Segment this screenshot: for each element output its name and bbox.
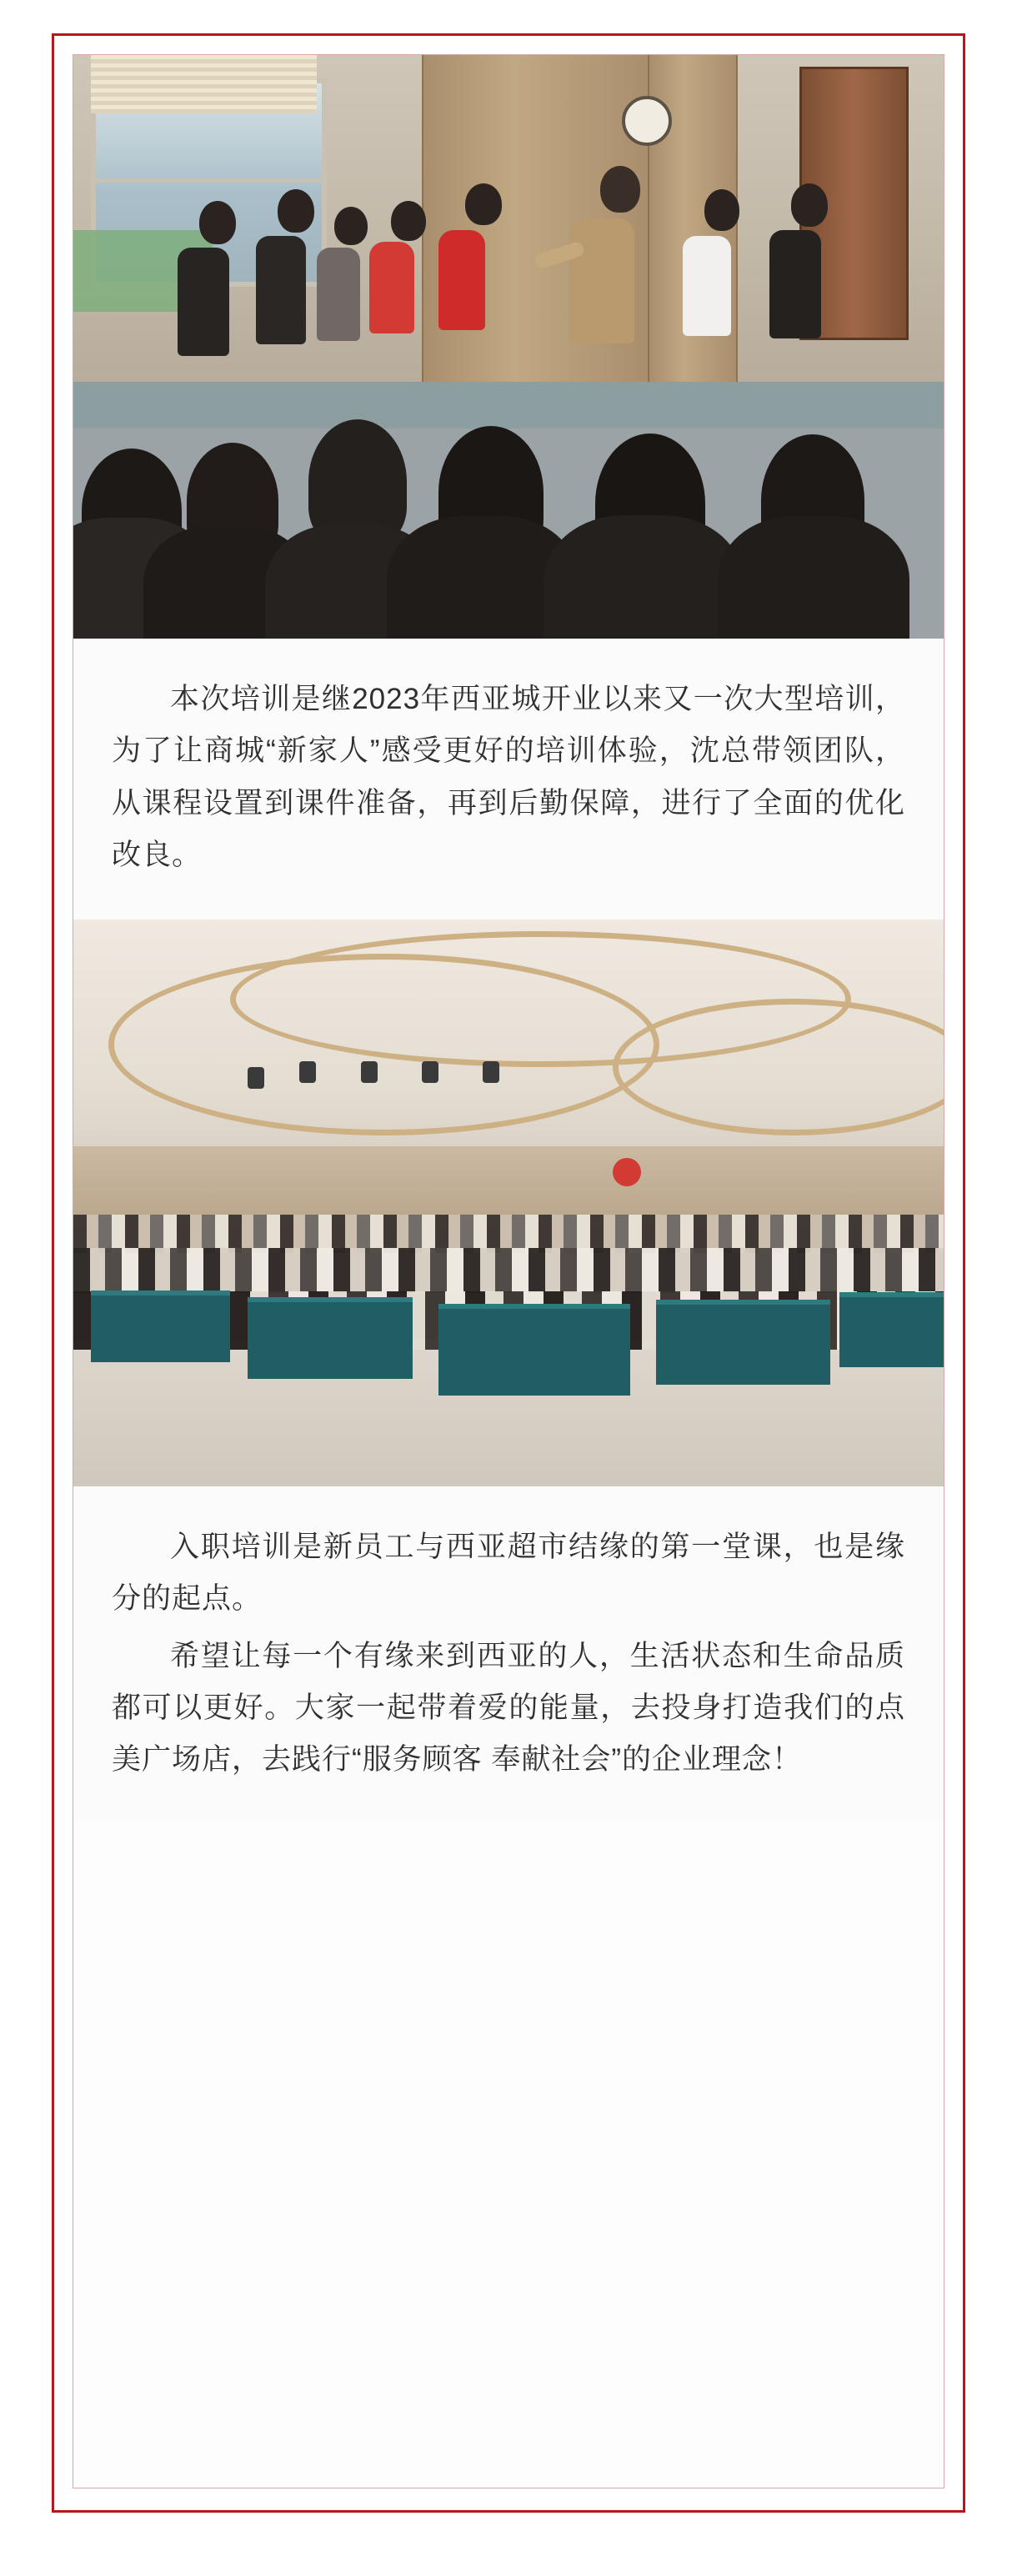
photo2-table: [656, 1300, 830, 1385]
paragraph-2-text-1: 入职培训是新员工与西亚超市结缘的第一堂课，也是缘分的起点。: [112, 1531, 905, 1616]
photo2-table: [248, 1297, 413, 1379]
spotlight-icon: [248, 1067, 264, 1089]
paragraph-2-text-2: 希望让每一个有缘来到西亚的人，生活状态和生命品质都可以更好。大家一起带着爱的能量，去投身打造我们的点美广场店，去践行“服务顾客 奉献社会”的企业理念！: [112, 1639, 905, 1777]
red-border-frame: [52, 33, 965, 2513]
photo1-window-blind: [91, 55, 317, 113]
training-circle-photo: [73, 55, 944, 639]
photo2-table: [91, 1291, 230, 1362]
wall-clock-icon: [622, 96, 672, 146]
red-emblem-icon: [613, 1158, 641, 1186]
spotlight-icon: [361, 1061, 378, 1083]
spotlight-icon: [422, 1061, 438, 1083]
auditorium-photo: [73, 920, 944, 1486]
paragraph-1-text: 本次培训是继2023年西亚城开业以来又一次大型培训，为了让商城“新家人”感受更好的培训体验，沈总带领团队，从课程设置到课件准备，再到后勤保障，进行了全面的优化改良。: [112, 683, 905, 871]
paragraph-1: [73, 639, 944, 920]
photo2-table: [438, 1304, 630, 1396]
photo2-table: [839, 1292, 944, 1367]
inner-border-frame: [73, 54, 944, 2488]
paragraph-2: [73, 1486, 944, 1819]
photo1-foreground-backs: [73, 277, 944, 639]
spotlight-icon: [299, 1061, 316, 1083]
spotlight-icon: [483, 1061, 499, 1083]
article-content: [73, 55, 944, 1820]
